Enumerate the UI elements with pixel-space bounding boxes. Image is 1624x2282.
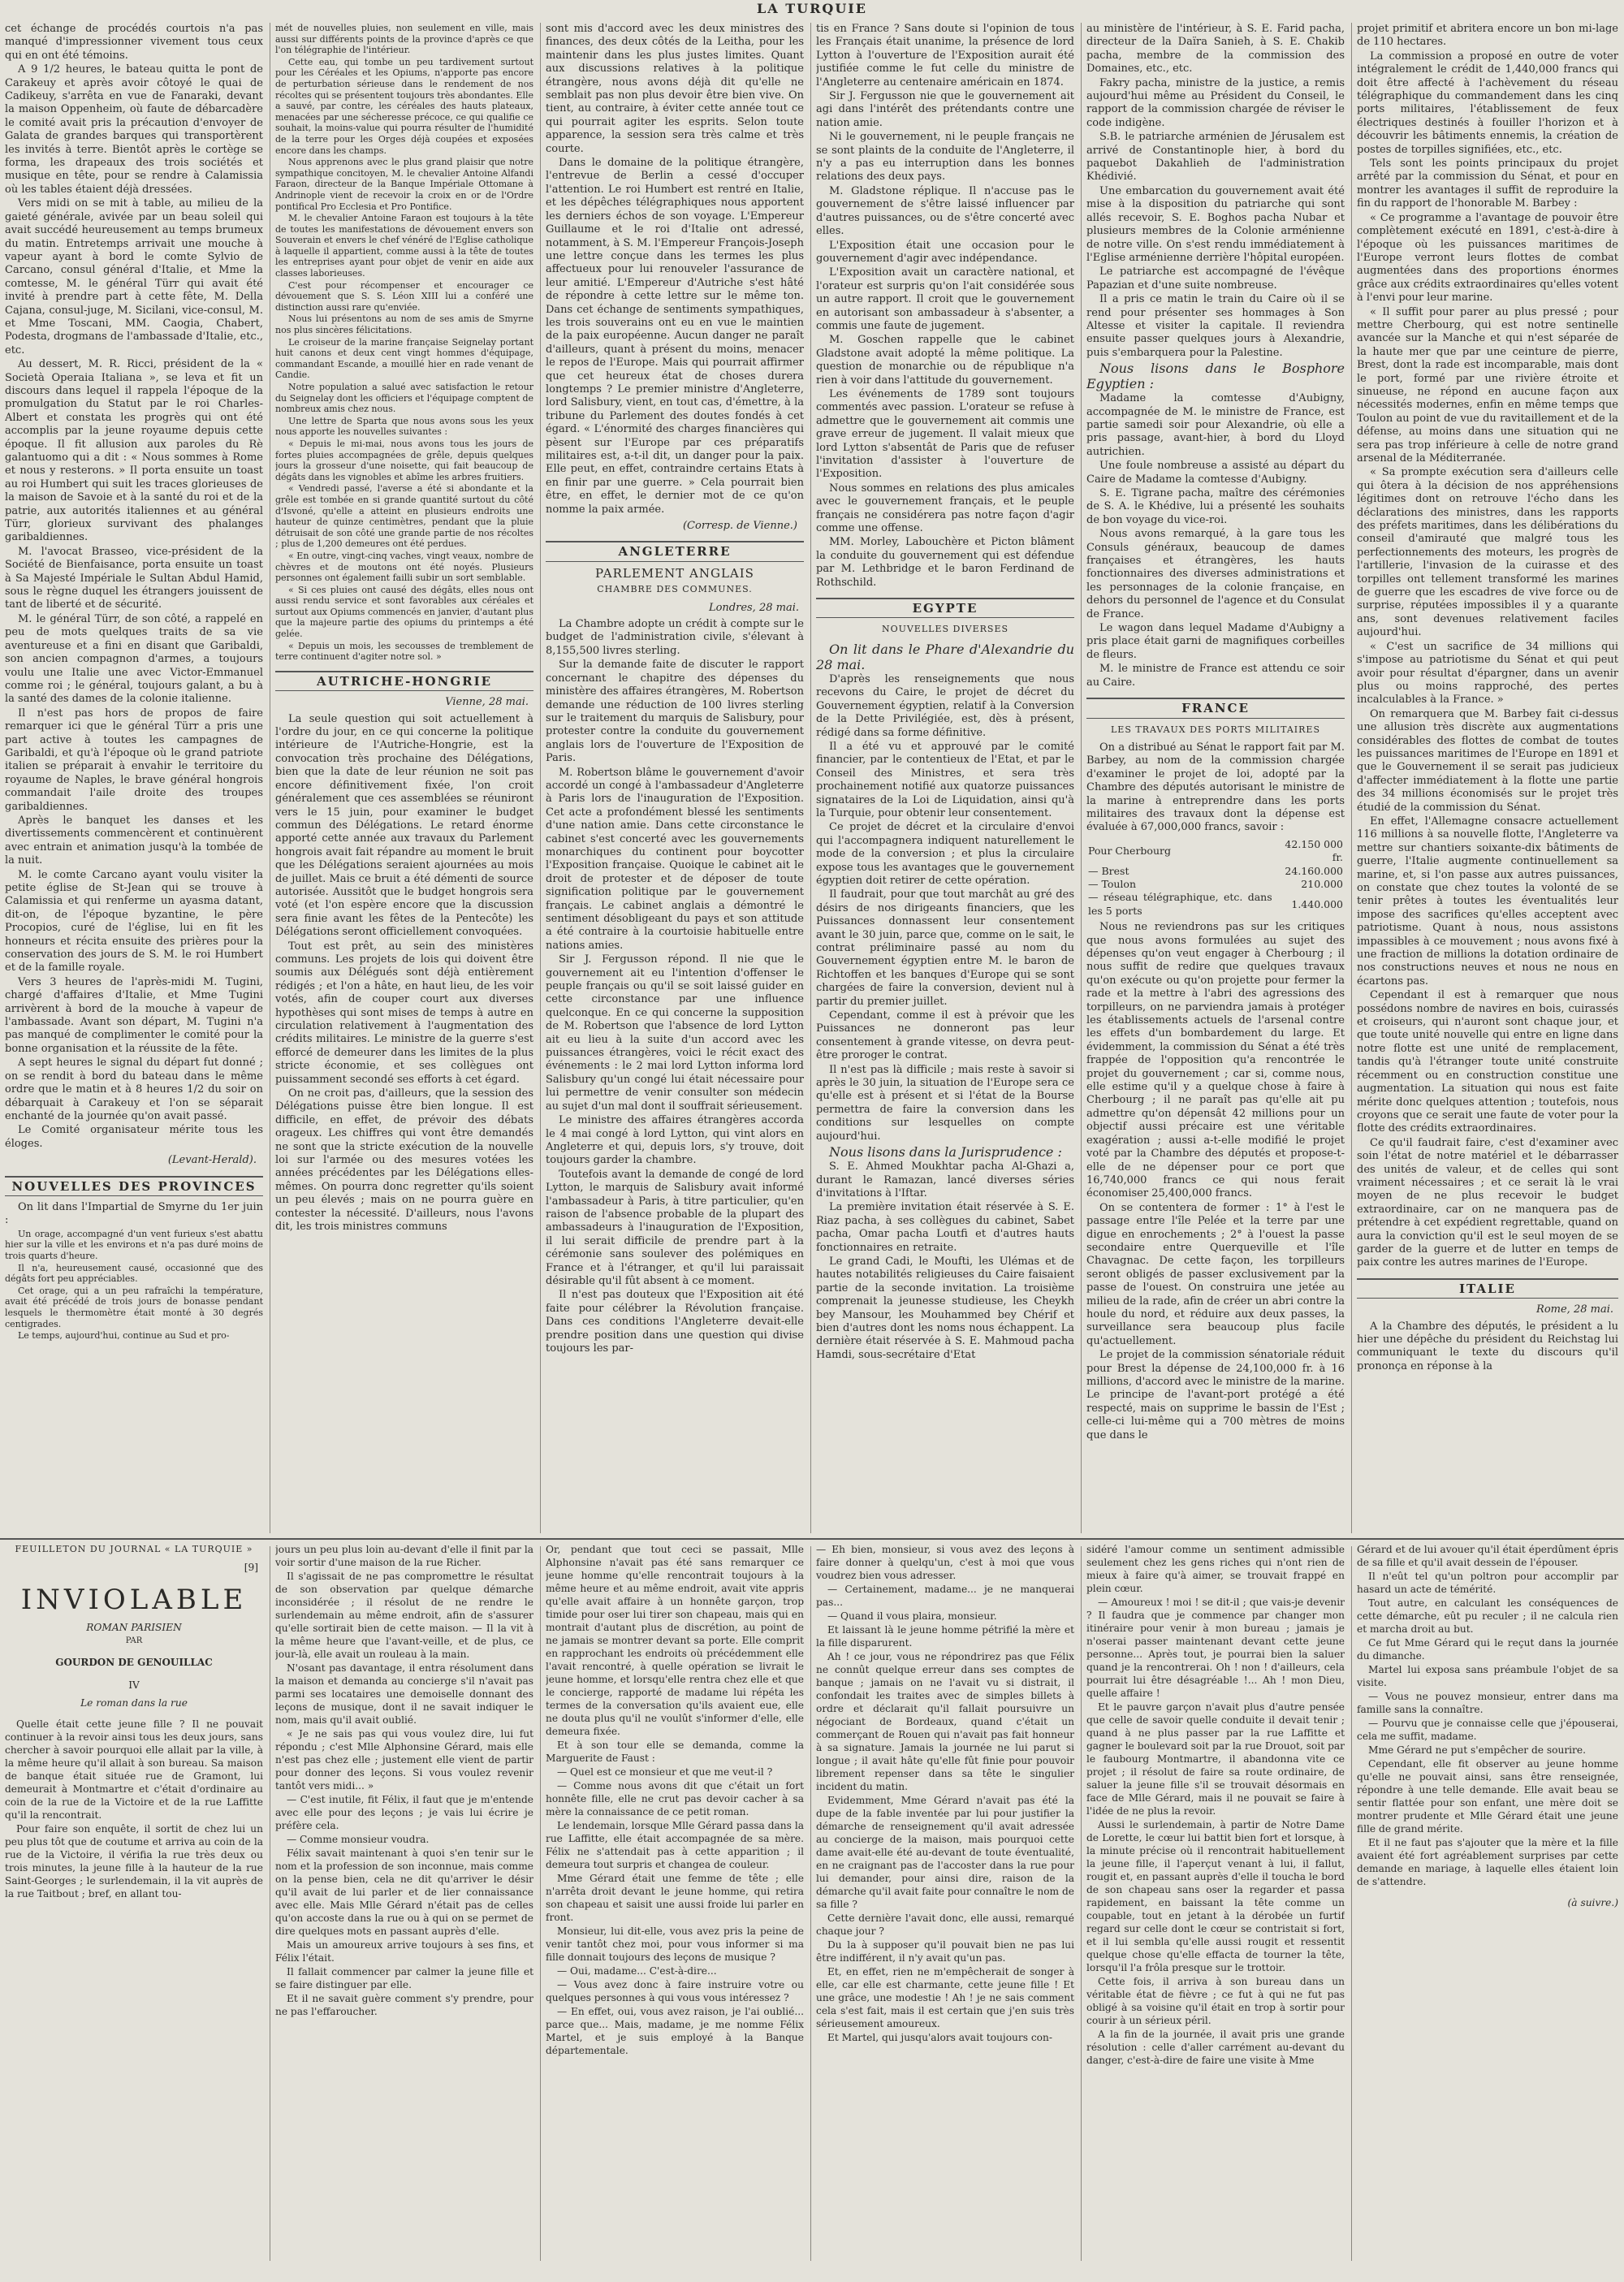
column-rule — [1351, 1546, 1352, 2261]
paragraph: « Si ces pluies ont causé des dégâts, elles nous ont aussi rendu service et sont favorables aux céréales et surtout aux Opiums commencés en janvier, d'autant plus que la majeure partie des opiums du printemps a été gelée. — [275, 584, 533, 640]
paragraph: Après le banquet les danses et les divertissements commencèrent et continuèrent avec entrain et animation jusqu'à la tombée de la nuit. — [5, 814, 263, 867]
paragraph: Félix savait maintenant à quoi s'en tenir sur le nom et la profession de son inconnue, mais comme on la pense bien, cela ne dit qu'arriver le désir qu'il avait de lui parler et de lier connaissance avec elle. Mais Mlle Gérard n'était pas de celles qu'on accoste dans la rue ou à qui on se permet de dire quelques mots en passant auprès d'elle. — [275, 1848, 533, 1937]
paragraph: Le temps, aujourd'hui, continue au Sud et pro- — [18, 1330, 230, 1342]
paragraph: Les événements de 1789 sont toujours commentés avec passion. L'orateur se refuse à admettre que le gouvernement ait commis une grave erreur de jugement. Il valait mieux que lord Lytton s'absentât de Paris que de refuser l'invitation d'assister à l'ouverture de l'Exposition. — [816, 387, 1074, 481]
paragraph: S. E. Tigrane pacha, maître des cérémonies de S. A. le Khédive, lui a présenté les souhaits de bon voyage du vice-roi. — [1086, 487, 1345, 526]
feuilleton-column-2 — [275, 1543, 533, 2266]
paragraph: Toutefois avant la demande de congé de lord Lytton, le marquis de Salisbury avait informé l'ambassadeur à Paris, à titre particulier, qu'en raison de l'absence probable de la plupart des ambassadeurs à l'inauguration de l'Exposition, il lui serait difficile de prendre part à la cérémonie sans soulever des polémiques en France et à l'étranger, et qu'il lui paraissait désirable qu'il fût absent à ce moment. — [546, 1168, 804, 1287]
paragraph: Au dessert, M. R. Ricci, président de la « Società Operaia Italiana », se leva et fit un discours dans lequel il rappela l'époque de la promulgation du Statut par le roi Charles-Albert et constata les progrès qui ont été accomplis par la jeune royaume depuis cette époque. Il fit allusion aux paroles du Rè galantuomo qui a dit : « Nous sommes à Rome et nous y resterons. » Il porta ensuite un toast au roi Humbert qui suit les traces glorieuses de la maison de Savoie et à la santé du roi et de la patrie, aux autorités italiennes et au général Türr, glorieux survivant des phalanges garibaldiennes. — [5, 358, 263, 544]
paragraph: « C'est un sacrifice de 34 millions qui s'impose au patriotisme du Sénat et qui peut avoir pour résultat d'épargner, dans un avenir plus ou moins rapproché, des pertes incalculables à la France. » — [1357, 640, 1618, 707]
feuilleton-column-5 — [1086, 1543, 1345, 2266]
paragraph: — Quel est ce monsieur et que me veut-il ? — [557, 1766, 773, 1778]
paragraph: Et à son tour elle se demanda, comme la Marguerite de Faust : — [546, 1740, 804, 1764]
paragraph: Vers midi on se mit à table, au milieu de la gaieté générale, avivée par un beau soleil qui avait succédé heureusement au temps brumeux du matin. Entretemps arrivait une mouche à vapeur ayant à bord le comte Sylvio de Carcano, consul général d'Italie, et Mme la comtesse, M. le général Türr qui avait été invité à prendre part à cette fête, M. Della Cajana, consul-juge, M. Sicilani, vice-consul, M. et Mme Toscani, MM. Caogia, Chabert, Podesta, drogmans de l'ambassade d'Italie, etc., etc. — [5, 197, 263, 357]
paragraph: Il n'est pas douteux que l'Exposition ait été faite pour célébrer la Révolution française. Dans ces conditions l'Angleterre devait-elle prendre position dans une question qui divise toujours les par- — [546, 1289, 804, 1355]
paragraph: sidéré l'amour comme un sentiment admissible seulement chez les gens riches qui n'ont rien de mieux à faire qu'à aimer, se trouvait frappé en plein cœur. — [1086, 1544, 1345, 1594]
paragraph: Il n'a, heureusement causé, occasionné que des dégâts fort peu appréciables. — [5, 1262, 263, 1285]
paragraph: Aussi le surlendemain, à partir de Notre Dame de Lorette, le cœur lui battit bien fort et lorsque, à la minute précise où il rencontrait habituellement la jeune fille, il l'aperçut venant à lui, il fallut, rougit et, en passant auprès d'elle il toucha le bord de son chapeau sans oser la regarder et passa rapidement, en baissant la tête comme un coupable, tout en jetant à la dérobée un furtif regard sur celle dont le cœur se contristait si fort, et il lui sembla qu'elle aussi rougit et ressentit quelque chose qu'elle effacta de tourner la tête, lorsqu'il l'a frôla presque sur le trottoir. — [1086, 1819, 1345, 1973]
paragraph: M. Robertson blâme le gouvernement d'avoir accordé un congé à l'ambassadeur d'Angleterre à Paris lors de l'inauguration de l'Exposition. Cet acte a profondément blessé les sentiments d'une nation amie. Dans cette circonstance le cabinet s'est concerté avec les gouvernements monarchiques du continent pour boycotter l'Exposition française. Quoique le cabinet ait le droit de protester et de déposer de toute signification politique par le gouvernement français. Le cabinet anglais a démontré le sentiment désobligeant du pays et son attitude a été contraire à la courtoisie habituelle entre nations amies. — [546, 766, 804, 952]
paragraph: Cet orage, qui a un peu rafraîchi la température, avait été précédé de trois jours de bonasse pendant lesquels le thermomètre était monté à 30 degrés centigrades. — [5, 1285, 263, 1329]
dateline: Vienne, 28 mai. — [445, 696, 529, 709]
paragraph: Tout est prêt, au sein des ministères communs. Les projets de lois qui doivent être soumis aux Délégués sont déjà entièrement rédigés ; et l'on a hâte, en haut lieu, de les voir votés, afin de couper court aux diverses hypothèses qui sont mises de temps à autre en circulation relativement à l'augmentation des crédits militaires. Le ministre de la guerre s'est efforcé de demeurer dans les limites de la plus stricte économie, et ses collègues ont puissamment secondé ses efforts à cet égard. — [275, 940, 533, 1086]
paragraph: Sir J. Fergusson nie que le gouvernement ait agi dans l'intérêt des prétendants contre une nation amie. — [816, 90, 1074, 129]
feuilleton-column-3 — [546, 1543, 804, 2266]
paragraph: On lit dans l'Impartial de Smyrne du 1er juin : — [5, 1200, 263, 1227]
section-heading: FRANCE — [1086, 698, 1345, 718]
paragraph: Nous lisons dans le Bosphore Egyptien : — [1086, 361, 1345, 392]
paragraph: — Certainement, madame... je ne manquerai pas... — [816, 1584, 1074, 1608]
paragraph: — Quand il vous plaira, monsieur. — [827, 1610, 997, 1622]
paragraph: — Pourvu que je connaisse celle que j'épouserai, cela me suffit, madame. — [1357, 1718, 1618, 1742]
paragraph: Mme Gérard était une femme de tête ; elle n'arrêta droit devant le jeune homme, qui retira son chapeau et saisit une aussi froide lui parler en front. — [546, 1873, 804, 1923]
column-rule — [810, 23, 811, 1533]
column-6 — [1357, 23, 1618, 1533]
paragraph: A la fin de la journée, il avait pris une grande résolution : celle d'aller carrément au-devant du danger, c'est-à-dire de faire une visite à Mme — [1086, 2029, 1345, 2066]
paragraph: Cette eau, qui tombe un peu tardivement surtout pour les Céréales et les Opiums, n'apporte pas encore de perturbation sérieuse dans le rendement de nos récoltes qui se présentent toujours très abondantes. Elle a sauvé, par contre, les céréales des hauts plateaux, menacées par une sécheresse précoce, ce qui qualifie ce souhait, la moins-value qui pourra résulter de l'humidité de la terre pour les Orges déjà coupées et exposées encore dans les champs. — [275, 56, 533, 156]
table-cell: — réseau télégraphique, etc. dans les 5 ports — [1088, 891, 1272, 917]
feuilleton-column-4 — [816, 1543, 1074, 2266]
paragraph: Une embarcation du gouvernement avait été mise à la disposition du patriarche qui sont allés recevoir, S. E. Boghos pacha Nubar et plusieurs membres de la Colonie arménienne de notre ville. On s'est rendu immédiatement à l'Eglise arménienne derrière l'hôpital européen. — [1086, 184, 1345, 264]
paragraph: A 9 1/2 heures, le bateau quitta le pont de Carakeuy et après avoir côtoyé le quai de Cadikeuy, s'arrêta en vue de Fanaraki, devant la maison Oppenheim, où faute de débarcadère le comité avait pris la précaution d'envoyer de Galata de grandes barques qui transportèrent les invités à terre. Bientôt après le cortège se forma, les drapeaux des trois sociétés et musique en tête, pour se rendre à Calamissia où les tables étaient déjà dressées. — [5, 63, 263, 196]
paragraph: On lit dans le Phare d'Alexandrie du 28 mai. — [816, 641, 1074, 672]
paragraph: Or, pendant que tout ceci se passait, Mlle Alphonsine n'avait pas été sans remarquer ce jeune homme qu'elle rencontrait toujours à la même heure et au même endroit, avait vite appris qu'elle avait affaire à un honnête garçon, trop timide pour oser lui tirer son chapeau, mais qui en montrait d'autant plus de discrétion, au point de ne jamais se montrer devant sa porte. Elle comprit en rapprochant les endroits où précédemment elle l'avait rencontré, à quelle opération se livrait le jeune homme, et lorsqu'elle rentra chez elle et que le concierge, rapporté de madame lui répéta les termes de la conversation qu'ils avaient eue, elle ne douta plus qu'il ne voulût s'informer d'elle, elle demeura fixée. — [546, 1544, 804, 1737]
paragraph: « Depuis un mois, les secousses de tremblement de terre continuent d'agiter notre sol. » — [275, 640, 533, 663]
paragraph: Quelle était cette jeune fille ? Il ne pouvait continuer à la revoir ainsi tous les deux jours, sans chercher à savoir pourquoi elle allait par la ville, à la même heure qu'il allait à son bureau. Sa maison de banque était située rue de Gramont, lui demeurait à Montmartre et c'était d'ordinaire au coin de la rue de la Victoire et de la rue Laffitte qu'il la rencontrait. — [5, 1718, 263, 1821]
section-heading: EGYPTE — [816, 598, 1074, 618]
paragraph: Le Comité organisateur mérite tous les éloges. — [5, 1124, 263, 1150]
subheading: LES TRAVAUX DES PORTS MILITAIRES — [1110, 724, 1320, 735]
paragraph: Nous sommes en relations des plus amicales avec le gouvernement français, et le peuple français ne considérera pas notre façon d'agir comme une offense. — [816, 482, 1074, 535]
paragraph: — Amoureux ! moi ! se dit-il ; que vais-je devenir ? Il faudra que je commence par changer mon itinéraire pour venir à mon bureau ; jamais je n'oserai passer maintenant devant cette jeune personne... Après tout, je pourrai bien la saluer quand je la rencontrerai. Oh ! non ! d'ailleurs, cela pourrait lui être désagréable !... Ah ! mon Dieu, quelle affaire ! — [1086, 1597, 1345, 1699]
paragraph: Gérard et de lui avouer qu'il était éperdûment épris de sa fille et qu'il avait dessein de l'épouser. — [1357, 1544, 1618, 1568]
feuilleton-column-6 — [1357, 1543, 1618, 2266]
paragraph: Ce fut Mme Gérard qui le reçut dans la journée du dimanche. — [1357, 1637, 1618, 1662]
paragraph: — Vous avez donc à faire instruire votre ou quelques personnes à qui vous vous intéressez ? — [546, 1979, 804, 2003]
column-1 — [5, 23, 263, 1533]
feuilleton-header: FEUILLETON DU JOURNAL « LA TURQUIE » — [15, 1544, 253, 1554]
paragraph: Et il ne savait guère comment s'y prendre, pour ne pas l'effaroucher. — [275, 1993, 533, 2017]
chapter-number: IV — [128, 1679, 140, 1691]
paragraph: S. E. Ahmed Moukhtar pacha Al-Ghazi a, durant le Ramazan, lancé diverses séries d'invitations à l'Iftar. — [816, 1160, 1074, 1199]
paragraph: L'Exposition avait un caractère national, et l'orateur est surpris qu'on l'ait considérée sous un autre rapport. Il croit que le gouvernement en autorisant son ambassadeur à s'absenter, a commis une faute de jugement. — [816, 266, 1074, 332]
column-rule — [1081, 1546, 1082, 2261]
paragraph: Et le pauvre garçon n'avait plus d'autre pensée que celle de savoir quelle conduite il devait tenir ; quand à ne plus passer par la rue Laffitte et gagner le boulevard soit par la rue Drouot, soit par le faubourg Montmartre, il abandonna vite ce projet ; il résolut de faire sa route ordinaire, de saluer la jeune fille s'il se trouvait désormais en face de Mlle Gérard, mais il ne pouvait se faire à l'idée de ne plus la revoir. — [1086, 1701, 1345, 1817]
chapter-title: Le roman dans la rue — [80, 1697, 188, 1709]
paragraph: Et il ne faut pas s'ajouter que la mère et la fille avaient été fort agréablement surprises par cette demande en mariage, à laquelle elles étaient loin de s'attendre. — [1357, 1837, 1618, 1887]
column-rule — [540, 23, 541, 1533]
paragraph: La première invitation était réservée à S. E. Riaz pacha, à ses collègues du cabinet, Sabet pacha, Omar pacha Loutfi et d'autres hauts fonctionnaires en retraite. — [816, 1201, 1074, 1254]
paragraph: Tout autre, en calculant les conséquences de cette démarche, eût pu reculer ; il ne calcula rien et marcha droit au but. — [1357, 1597, 1618, 1635]
section-heading: NOUVELLES DES PROVINCES — [5, 1176, 263, 1196]
paragraph: Le wagon dans lequel Madame d'Aubigny a pris place était garni de magnifiques corbeilles de fleurs. — [1086, 622, 1345, 661]
paragraph: Cependant, comme il est à prévoir que les Puissances ne donneront pas leur consentement à grande vitesse, on devra peut-être proroger le contrat. — [816, 1009, 1074, 1062]
budget-table — [1086, 838, 1345, 918]
column-2 — [275, 23, 533, 1533]
paragraph: Cette fois, il arriva à son bureau dans un véritable état de fièvre ; ce fut à qui ne fut pas obligé à sa voisine qu'il était en trop à sortir pour courir à un sérieux péril. — [1086, 1976, 1345, 2026]
column-rule — [1081, 23, 1082, 1533]
paragraph: Le ministre des affaires étrangères accorda le 4 mai congé à lord Lytton, qui vint alors en Angleterre et qui, depuis lors, s'y trouve, doit toujours garder la chambre. — [546, 1114, 804, 1167]
byline-par: PAR — [125, 1636, 143, 1645]
paragraph: Notre population a salué avec satisfaction le retour du Seignelay dont les officiers et l'équipage comptent de nombreux amis chez nous. — [275, 382, 533, 415]
paragraph: La Chambre adopte un crédit à compte sur le budget de l'administration civile, s'élevant à 8,155,500 livres sterling. — [546, 618, 804, 657]
paragraph: Nous ne reviendrons pas sur les critiques que nous avons formulées au sujet des dépenses qu'on veut engager à Cherbourg ; il nous suffit de redire que quelques travaux qu'on exécute ou qu'on projette pour fermer la rade et la mettre à l'abri des agressions des torpilleurs, on ne parviendra jamais à protéger les établissements actuels de l'arsenal contre les effets d'un bombardement du large. Et évidemment, la commission du Sénat a été très frappée de l'opposition qu'a rencontrée le projet du gouvernement ; car si, comme nous, elle estime qu'il y a quelque chose à faire à Cherbourg ; il ne paraît pas qu'elle ait pu admettre qu'on dépensât 42 millions pour un objectif aussi précaire est une véritable exagération ; aussi a-t-elle modifié le projet voté par la Chambre des députés et propose-t-elle de ne dépenser pour ce port que 16,740,000 francs ce qui nous ferait économiser 25,400,000 francs. — [1086, 921, 1345, 1200]
novel-title: INVIOLABLE — [20, 1584, 248, 1616]
paragraph: M. le chevalier Antoine Faraon est toujours à la tête de toutes les manifestations de dévouement envers son Souverain et envers le chef vénéré de l'Eglise catholique à laquelle il appartient, comme aussi à la tête de toutes les entreprises ayant pour objet de venir en aide aux classes laborieuses. — [275, 213, 533, 279]
paragraph: sont mis d'accord avec les deux ministres des finances, des deux côtés de la Leitha, pour les maintenir dans les plus justes limites. Quant aux discussions relatives à la politique étrangère, nous avons déjà dit qu'elle ne semblait pas non plus devoir être bien vive. On tient, au contraire, à éviter cette année tout ce qui pourrait agiter les esprits. Selon toute apparence, la session sera très calme et très courte. — [546, 23, 804, 155]
paragraph: Tels sont les points principaux du projet arrêté par la commission du Sénat, et pour en montrer les avantages il suffit de reproduire la fin du rapport de l'honorable M. Barbey : — [1357, 158, 1618, 210]
paragraph: S.B. le patriarche arménien de Jérusalem est arrivé de Constantinople hier, à bord du paquebot Dakahlieh de l'administration Khédivié. — [1086, 131, 1345, 184]
table-row — [1086, 865, 1345, 878]
paragraph: Il n'est pas là difficile ; mais reste à savoir si après le 30 juin, la situation de l'Europe sera ce qu'elle est à présent et si l'état de la Bourse permettra de faire la conversion dans les conditions sur lesquelles on compte aujourd'hui. — [816, 1063, 1074, 1143]
paragraph: — Vous ne pouvez monsieur, entrer dans ma famille sans la connaître. — [1357, 1691, 1618, 1715]
table-row — [1086, 878, 1345, 891]
novel-genre: ROMAN PARISIEN — [86, 1622, 182, 1633]
paragraph: — Comme monsieur voudra. — [287, 1834, 430, 1845]
paragraph: Nous avons remarqué, à la gare tous les Consuls généraux, beaucoup de dames françaises et étrangères, les hauts fonctionnaires des diverses administrations et les personnages de la colonie française, en dehors du personnel de l'agence et du Consulat de France. — [1086, 528, 1345, 620]
masthead: LA TURQUIE — [757, 1, 867, 16]
paragraph: Le croiseur de la marine française Seignelay portant huit canons et deux cent vingt hommes d'équipage, commandant Escande, a mouillé hier en rade venant de Candie. — [275, 336, 533, 381]
paragraph: D'après les renseignements que nous recevons du Caire, le projet de décret du Gouvernement égyptien, relatif à la Conversion de la Dette Privilégiée, est, dès à présent, rédigé dans sa forme définitive. — [816, 672, 1074, 739]
section-heading: AUTRICHE-HONGRIE — [275, 671, 533, 691]
paragraph: « Je ne sais pas qui vous voulez dire, lui fut répondu ; c'est Mlle Alphonsine Gérard, mais elle n'est pas chez elle ; justement elle vient de partir pour donner des leçons. Si vous voulez revenir tantôt vers midi... » — [275, 1728, 533, 1791]
paragraph: M. l'avocat Brasseo, vice-président de la Société de Bienfaisance, porta ensuite un toast à Sa Majesté Impériale le Sultan Abdul Hamid, sous le règne duquel les étrangers jouissent de tant de liberté et de sécurité. — [5, 545, 263, 612]
paragraph: tis en France ? Sans doute si l'opinion de tous les Français était unanime, la présence de lord Lytton à l'ouverture de l'Exposition aurait été justifiée comme le fut celle du ministre de l'Angleterre au centenaire américain en 1874. — [816, 23, 1074, 89]
paragraph: « En outre, vingt-cinq vaches, vingt veaux, nombre de chèvres et de moutons ont été noyés. Plusieurs personnes ont également failli subir un sort semblable. — [275, 550, 533, 584]
paragraph: Nous lisons dans la Jurisprudence : — [829, 1144, 1062, 1160]
paragraph: Il n'est pas hors de propos de faire remarquer ici que le général Türr a pris une part active à toutes les campagnes de Garibaldi, et qu'à l'époque où le grand patriote italien se préparait à envahir le territoire du royaume de Naples, le brave général hongrois commandait l'aile droite des troupes garibaldiennes. — [5, 707, 263, 813]
paragraph: Mais un amoureux arrive toujours à ses fins, et Félix l'était. — [275, 1939, 533, 1964]
paragraph: Ce qu'il faudrait faire, c'est d'examiner avec soin l'état de notre matériel et le débarrasser des unités de valeur, et de celles qui sont vraiment nécessaires ; et ce serait là le vrai moyen de ne plus recevoir le budget extraordinaire, car on ne manquera pas de prétendre à cet expédient regrettable, quand on aura la conviction qu'il est le seul moyen de se garder de la guerre et de lutter en temps de paix contre les autres marines de l'Europe. — [1357, 1136, 1618, 1269]
paragraph: La seule question qui soit actuellement à l'ordre du jour, en ce qui concerne la politique intérieure de l'Autriche-Hongrie, est la convocation très prochaine des Délégations, bien que la date de leur réunion ne soit pas encore définitivement fixée, l'on croit généralement que ces assemblées se réuniront vers le 15 juin, pour examiner le budget commun des Délégations. Le retard énorme apporté cette année aux travaux du Parlement hongrois avait fait répandre au moment le bruit que les Délégations seraient ajournées au mois de juillet. Mais ce bruit a été démenti de source autorisée. Aussitôt que le budget hongrois sera voté (et l'on espère encore que la discussion sera finie avant les fêtes de la Pentecôte) les Délégations seront officiellement convoquées. — [275, 712, 533, 939]
paragraph: Ni le gouvernement, ni le peuple français ne se sont plaints de la conduite de l'Angleterre, il n'y a pas eu interruption dans les bonnes relations des deux pays. — [816, 131, 1074, 184]
paragraph: La commission a proposé en outre de voter intégralement le crédit de 1,440,000 francs qui doit être affecté à l'achèvement du réseau télégraphique du commandement dans les cinq ports militaires, l'établissement de feux électriques destinés à fouiller l'horizon et à découvrir les bâtiments ennemis, la création de postes de torpilles signifiées, etc., etc. — [1357, 50, 1618, 156]
dateline: Rome, 28 mai. — [1536, 1303, 1613, 1316]
paragraph: — Oui, madame... C'est-à-dire... — [557, 1965, 717, 1977]
paragraph: Et, en effet, rien ne m'empêcherait de songer à elle, car elle est charmante, cette jeune fille ! Et une grâce, une modestie ! Ah ! je ne sais comment cela s'est fait, mais il est certain que j'en suis très sérieusement amoureux. — [816, 1966, 1074, 2029]
table-cell: — Brest — [1088, 864, 1129, 877]
paragraph: Vers 3 heures de l'après-midi M. Tugini, chargé d'affaires d'Italie, et Mme Tugini arrivèrent à bord de la mouche à vapeur de l'ambassade. Avant son départ, M. Tugini n'a pas manqué de complimenter le comité pour la bonne organisation et la réussite de la fête. — [5, 975, 263, 1055]
paragraph: Sir J. Fergusson répond. Il nie que le gouvernement ait eu l'intention d'offenser le peuple français ou qu'il se soit laissé guider en cette circonstance par une influence quelconque. En ce qui concerne la supposition de M. Robertson que l'absence de lord Lytton ait eu lieu à la suite d'un accord avec les puissances étrangères, voici le récit exact des événements : le 2 mai lord Lytton informa lord Salisbury qu'un congé lui était nécessaire pour lui permettre de venir consulter son médecin au sujet d'un mal dont il souffrait sérieusement. — [546, 953, 804, 1113]
paragraph: Evidemment, Mme Gérard n'avait pas été la dupe de la fable inventée par lui pour justifier la démarche de renseignement qu'il avait adressée au concierge de la maison, mais pourquoi cette dame avait-elle été au-devant de toute éventualité, en ne craignant pas de l'accoster dans la rue pour lui demander, pour ainsi dire, raison de la démarche qu'il avait faite pour connaître le nom de sa fille ? — [816, 1795, 1074, 1910]
paragraph: M. le comte Carcano ayant voulu visiter la petite église de St-Jean qui se trouve à Calamissia et qui renferme un ayasma datant, dit-on, de l'époque byzantine, le père Procopios, curé de l'église, lui en fit les honneurs et récita ensuite des prières pour la conservation des jours de S. M. le roi Humbert et de la famille royale. — [5, 868, 263, 975]
paragraph: On a distribué au Sénat le rapport fait par M. Barbey, au nom de la commission chargée d'examiner le projet de loi, adopté par la Chambre des députés autorisant le ministre de la marine à entreprendre dans les ports militaires des travaux dont la dépense est évaluée à 67,000,000 francs, savoir : — [1086, 741, 1345, 834]
paragraph: N'osant pas davantage, il entra résolument dans la maison et demanda au concierge s'il n'avait pas parmi ses locataires une demoiselle donnant des leçons de musique, dont il ne savait indiquer le nom, mais qu'il avait oublié. — [275, 1662, 533, 1726]
feuilleton-column-1 — [5, 1543, 263, 2266]
paragraph: — C'est inutile, fit Félix, il faut que je m'entende avec elle pour des leçons ; je vais lui écrire je préfère cela. — [275, 1794, 533, 1831]
paragraph: L'Exposition était une occasion pour le gouvernement d'agir avec indépendance. — [816, 239, 1074, 265]
paragraph: C'est pour récompenser et encourager ce dévouement que S. S. Léon XIII lui a conféré une distinction aussi rare qu'enviée. — [275, 279, 533, 313]
table-cell: 210.000 — [1301, 877, 1343, 890]
feuilleton-rule — [0, 1538, 1624, 1540]
column-3 — [546, 23, 804, 1533]
paragraph: Sur la demande faite de discuter le rapport concernant le chapitre des dépenses du ministère des affaires étrangères, M. Robertson demande une réduction de 100 livres sterling sur le traitement du marquis de Salisbury, pour protester contre la conduite du gouvernement anglais lors de l'ouverture de l'Exposition de Paris. — [546, 659, 804, 765]
paragraph: Il a pris ce matin le train du Caire où il se rend pour présenter ses hommages à Son Altesse et visiter la capitale. Il reviendra ensuite passer quelques jours à Alexandrie, puis s'embarquera pour la Palestine. — [1086, 293, 1345, 359]
subheading: NOUVELLES DIVERSES — [881, 624, 1009, 635]
paragraph: mét de nouvelles pluies, non seulement en ville, mais aussi sur différents points de la province d'après ce que l'on télégraphie de l'intérieur. — [275, 23, 533, 56]
paragraph: Il fallait commencer par calmer la jeune fille et se faire distinguer par elle. — [275, 1966, 533, 1990]
paragraph: En effet, l'Allemagne consacre actuellement 116 millions à sa nouvelle flotte, l'Angleterre va mettre sur chantiers soixante-dix bâtiments de guerre, l'Italie augmente continuellement sa marine, et, si l'on passe aux autres puissances, on constate que chez toutes la volonté de se tenir prêtes à toutes les éventualités leur impose des sacrifices qu'elles acceptent avec patriotisme. Quant à nous, nous assistons impassibles à ce mouvement ; nous avons fixé à une fraction de millions la dotation ordinaire de nos constructions neuves et nous ne nous en écartons pas. — [1357, 815, 1618, 988]
column-5 — [1086, 23, 1345, 1533]
paragraph: Nous apprenons avec le plus grand plaisir que notre sympathique concitoyen, M. le chevalier Antoine Alfandi Faraon, directeur de la Banque Impériale Ottomane à Andrinople vient de recevoir la croix en or de l'Ordre pontifical Pro Ecclesia et Pro Pontifice. — [275, 157, 533, 212]
subsection-heading: PARLEMENT ANGLAIS — [595, 565, 754, 581]
paragraph: — En effet, oui, vous avez raison, je l'ai oublié... parce que... Mais, madame, je me nomme Félix Martel, et je suis employé à la Banque départementale. — [546, 2006, 804, 2056]
paragraph: Cependant il est à remarquer que nous possédons nombre de navires en bois, cuirassés et croiseurs, qui n'auront sont chaque jour, et que toute unité nouvelle qui entre en ligne dans notre flotte est une unité de remplacement, tandis qu'à l'étranger toute unité construite récemment ou en construction constitue une augmentation. La situation qui nous est faite mérite donc quelques attention ; toutefois, nous croyons que ce serait une faute de voter pour la flotte des crédits extraordinaires. — [1357, 989, 1618, 1135]
paragraph: Madame la comtesse d'Aubigny, accompagnée de M. le ministre de France, est partie samedi soir pour Alexandrie, où elle a pris passage, avant-hier, à bord du Lloyd autrichien. — [1086, 392, 1345, 458]
paragraph: A la Chambre des députés, le président a lu hier une dépêche du président du Reichstag lui communiquant le texte du discours qu'il prononça en réponse à la — [1357, 1320, 1618, 1372]
paragraph: Dans le domaine de la politique étrangère, l'entrevue de Berlin a cessé d'occuper l'attention. Le roi Humbert est rentré en Italie, et les dépêches télégraphiques nous apportent les derniers échos de son voyage. L'Empereur Guillaume et le roi d'Italie ont adressé, notamment, à S. M. l'Empereur François-Joseph une lettre conçue dans les termes les plus affectueux pour lui renouveler l'assurance de leur amitié. L'Empereur d'Autriche s'est hâté de répondre à cette lettre sur le même ton. Dans cet échange de sentiments sympathiques, les trois souverains ont eu en vue le maintien de la paix européenne. Aucun danger ne paraît d'ailleurs, quant à présent du moins, menacer le repos de l'Europe. Mais qui pourrait affirmer que cet heureux état de choses durera longtemps ? Le premier ministre d'Angleterre, lord Salisbury, vient, en tout cas, d'émettre, à la tribune du Parlement des doutes fondés à cet égard. « L'énormité des charges financières qui pèsent sur l'Europe par ces préparatifs militaires est, a-t-il dit, un danger pour la paix. Elle peut, en effet, contraindre certains Etats à en finir par une guerre. » Cela pourrait bien être, en effet, le dernier mot de ce qu'on nomme la paix armée. — [546, 157, 804, 516]
paragraph: Pour faire son enquête, il sortit de chez lui un peu plus tôt que de coutume et arriva au coin de la rue de la Victoire, il vérifia la rue très deux ou trois minutes, la jeune fille à la hauteur de la rue Saint-Georges ; le surlendemain, il la vit auprès de la rue Taitbout ; bref, en allant tou- — [5, 1823, 263, 1900]
paragraph: — Eh bien, monsieur, si vous avez des leçons à faire donner à quelqu'un, c'est à moi que vous voudrez bien vous adresser. — [816, 1544, 1074, 1581]
paragraph: jours un peu plus loin au-devant d'elle il finit par la voir sortir d'une maison de la rue Richer. — [275, 1544, 533, 1568]
column-rule — [810, 1546, 811, 2261]
paragraph: On remarquera que M. Barbey fait ci-dessus une allusion très discrète aux augmentations considérables des flottes de combat de toutes les puissances maritimes de l'Europe en 1891 et que le Gouvernement il se serait pas judicieux d'affecter immédiatement à la flotte une partie des 34 millions économisés sur le projet très étudié de la commission du Sénat. — [1357, 707, 1618, 814]
paragraph: Nous lui présentons au nom de ses amis de Smyrne nos plus sincères félicitations. — [275, 313, 533, 336]
source-signature: (Levant-Herald). — [167, 1154, 257, 1167]
section-heading: ITALIE — [1357, 1278, 1618, 1299]
paragraph: Il n'eût tel qu'un poltron pour accomplir par hasard un acte de témérité. — [1357, 1571, 1618, 1595]
novel-author: GOURDON DE GENOUILLAC — [55, 1657, 213, 1668]
paragraph: Et laissant là le jeune homme pétrifié la mère et la fille disparurent. — [816, 1624, 1074, 1649]
paragraph: Un orage, accompagné d'un vent furieux s'est abattu hier sur la ville et les environs et n'a pas duré moins de trois quarts d'heure. — [5, 1228, 263, 1261]
paragraph: Une lettre de Sparta que nous avons sous les yeux nous apporte les nouvelles suivantes : — [275, 415, 533, 438]
paragraph: projet primitif et abritera encore un bon mi-lage de 110 hectares. — [1357, 23, 1618, 49]
paragraph: Ah ! ce jour, vous ne répondrirez pas que Félix ne connût quelque erreur dans ses comptes de banque ; jamais on ne l'avait vu si distrait, il confondait les traites avec de simples billets à ordre et déclarait qu'il fallait poursuivre un négociant de Bordeaux, quand c'était un commerçant de Rouen qui n'avait pas fait honneur à sa signature. Jamais la journée ne lui parut si longue ; il avait hâte qu'elle fût finie pour pouvoir librement repenser dans sa tête le singulier incident du matin. — [816, 1651, 1074, 1792]
table-cell: 42.150 000 fr. — [1285, 837, 1343, 864]
paragraph: Il faudrait, pour que tout marchât au gré des désirs de nos dirigeants financiers, que les Puissances donnassent leur consentement avant le 30 juin, parce que, comme on le sait, le contrat préliminaire passé au nom du Gouvernement égyptien entre M. le baron de Richtoffen et les banques d'Europe qui se sont chargées de faire la conversion, devient nul à partir du premier juillet. — [816, 888, 1074, 1008]
paragraph: Il a été vu et approuvé par le comité financier, par le contentieux de l'Etat, et par le Conseil des Ministres, et sera très prochainement notifié aux quatorze puissances signataires de la Loi de Liquidation, ainsi qu'à la Turquie, pour obtenir leur consentement. — [816, 740, 1074, 819]
paragraph: Et Martel, qui jusqu'alors avait toujours con- — [827, 2032, 1052, 2043]
paragraph: « Il suffit pour parer au plus pressé ; pour mettre Cherbourg, qui est notre sentinelle avancée sur la Manche et qui n'est séparée de la haute mer que par une ceinture de pierre, Brest, dont la rade est incomparable, mais dont le port, formé par une rivière étroite et sinueuse, ne répond en aucune façon aux nécessités modernes, enfin en même temps que Toulon au point de vue du ravitaillement et de la défense, au moins dans une situation qui ne sera pas trop inférieure à celle de notre grand arsenal de la Méditerranée. — [1357, 305, 1618, 465]
paragraph: On ne croit pas, d'ailleurs, que la session des Délégations puisse être bien longue. Il est difficile, en effet, de prévoir des débats orageux. Les chiffres qui vont être demandés ne sont que la stricte exécution de la nouvelle loi sur l'armée ou des mesures votées les années précédentes par les Délégations elles-mêmes. On pourra donc regretter qu'ils soient un peu élevés ; mais on ne pourra guère en contester la nécessité. D'ailleurs, nous l'avons dit, les trois ministres communs — [275, 1087, 533, 1234]
section-heading: ANGLETERRE — [546, 541, 804, 561]
paragraph: MM. Morley, Labouchère et Picton blâment la conduite du gouvernement qui est défendue par M. Lethbridge et le baron Ferdinand de Rothschild. — [816, 536, 1074, 589]
column-rule — [1351, 23, 1352, 1533]
source-signature: (Corresp. de Vienne.) — [682, 520, 797, 533]
subheading: CHAMBRE DES COMMUNES. — [597, 584, 753, 595]
paragraph: Le projet de la commission sénatoriale réduit pour Brest la dépense de 24,100,000 fr. à 16 millions, d'accord avec le ministre de la marine. Le principe de l'avant-port protégé a été respecté, mais on supprime le bassin de l'Est ; celle-ci lui-même qui a 700 mètres de moins que dans le — [1086, 1349, 1345, 1441]
table-cell: 24.160.000 — [1285, 864, 1343, 877]
paragraph: On se contentera de former : 1° à l'est le passage entre l'île Pelée et la terre par une digue en enrochements ; 2° à l'ouest la passe secondaire entre Querqueville et l'île Chavagnac. De cette façon, les torpilleurs seront obligés de passer exclusivement par la passe de l'ouest. On construira une jetée au milieu de la rade, afin de créer un abri contre la houle du nord, et réduire aux deux passes, la surveillance sera beaucoup plus facile qu'actuellement. — [1086, 1201, 1345, 1347]
paragraph: M. le général Türr, de son côté, a rappelé en peu de mots quelques traits de sa vie aventureuse et a fini en disant que Garibaldi, son ancien compagnon d'armes, a toujours voulu une Italie une avec Victor-Emmanuel comme roi ; le général, toujours galant, a bu à la santé des dames de la colonie italienne. — [5, 612, 263, 706]
paragraph: Du la à supposer qu'il pouvait bien ne pas lui être indifférent, il n'y avait qu'un pas. — [816, 1939, 1074, 1964]
paragraph: cet échange de procédés courtois n'a pas manqué d'impressionner vivement tous ceux qui en ont été témoins. — [5, 23, 263, 62]
paragraph: Cependant, elle fit observer au jeune homme qu'elle ne pouvait ainsi, sans être renseignée, répondre à une telle demande. Elle avait beau se sentir flattée pour son enfant, une mère doit se montrer prudente et Mlle Gérard était une jeune fille de grand mérite. — [1357, 1758, 1618, 1835]
paragraph: « Ce programme a l'avantage de pouvoir être complètement exécuté en 1891, c'est-à-dire à l'époque où les puissances maritimes de l'Europe verront leurs flottes de combat augmentées dans des proportions énormes grâce aux crédits extraordinaires qu'elles votent à l'envi pour leur marine. — [1357, 211, 1618, 305]
table-row — [1086, 891, 1345, 918]
table-cell: Pour Cherbourg — [1088, 844, 1171, 857]
table-row — [1086, 838, 1345, 865]
paragraph: Martel lui exposa sans préambule l'objet de sa visite. — [1357, 1664, 1618, 1688]
paragraph: Mme Gérard ne put s'empêcher de sourire. — [1368, 1744, 1586, 1756]
episode-number: [9] — [244, 1562, 258, 1573]
column-rule — [540, 1546, 541, 2261]
paragraph: Fakry pacha, ministre de la justice, a remis aujourd'hui même au Président du Conseil, le rapport de la commission chargée de réviser le code indigène. — [1086, 76, 1345, 129]
paragraph: Ce projet de décret et la circulaire d'envoi qui l'accompagnera indiquent naturellement le mode de la conversion ; et plus la circulaire expose tous les avantages que le gouvernement égyptien doit retirer de cette opération. — [816, 821, 1074, 887]
paragraph: « Vendredi passé, l'averse a été si abondante et la grêle est tombée en si grande quantité surtout du côté d'Isvoné, qu'elle a atteint en plusieurs endroits une hauteur de quinze centimètres, pendant que la pluie détruisait de son côté une grande partie de nos récoltes ; plus de 1,200 demeures ont été perdues. — [275, 483, 533, 550]
paragraph: Il s'agissait de ne pas compromettre le résultat de son observation par quelque démarche inconsidérée ; il résolut de ne rendre le surlendemain au même endroit, afin de s'assurer qu'elle sortirait bien de cette maison. — Il la vit à la même heure que l'avant-veille, et de plus, ce jour-là, elle avait un rouleau à la main. — [275, 1571, 533, 1660]
table-cell: 1.440.000 — [1291, 897, 1343, 910]
paragraph: Le lendemain, lorsque Mlle Gérard passa dans la rue Laffitte, elle était accompagnée de sa mère. Félix ne s'attendait pas à cette apparition ; il demeura tout surpris et changea de couleur. — [546, 1820, 804, 1870]
column-4 — [816, 23, 1074, 1533]
paragraph: Le patriarche est accompagné de l'évêque Papazian et d'une suite nombreuse. — [1086, 266, 1345, 292]
table-cell: — Toulon — [1088, 877, 1136, 890]
paragraph: au ministère de l'intérieur, à S. E. Farid pacha, directeur de la Daïra Sanieh, à S. E. Chakib pacha, membre de la commission des Domaines, etc., etc. — [1086, 23, 1345, 76]
paragraph: — Comme nous avons dit que c'était un fort honnête fille, elle ne crut pas devoir cacher à sa mère la connaissance de ce petit roman. — [546, 1780, 804, 1817]
paragraph: Cette dernière l'avait donc, elle aussi, remarqué chaque jour ? — [816, 1912, 1074, 1937]
paragraph: Le grand Cadi, le Moufti, les Ulémas et de hautes notabilités religieuses du Caire faisaient partie de la seconde invitation. La troisième comprenait la jeunesse studieuse, les Cheykh bey Mansour, les Mouhammed bey Chérif et bien d'autres dont les noms nous échappent. La dernière était réservée à S. E. Mahmoud pacha Hamdi, sous-secrétaire d'Etat — [816, 1255, 1074, 1361]
paragraph: « Sa prompte exécution sera d'ailleurs celle qui ôtera à la décision de nos appréhensions légitimes dont on retrouve l'écho dans les déclarations des ministres, dans les rapports des préfets maritimes, dans les délibérations du conseil d'amirauté que malgré tous les perfectionnements des moteurs, les progrès de l'artillerie, l'invasion de la cuirasse et des torpilles ont tellement transformé les marines de guerre que les escadres de vive force ou de surprise, réputées impossibles il y a quarante ans, sont devenues relativement faciles aujourd'hui. — [1357, 466, 1618, 639]
paragraph: Une foule nombreuse a assisté au départ du Caire de Madame la comtesse d'Aubigny. — [1086, 460, 1345, 486]
paragraph: M. Gladstone réplique. Il n'accuse pas le gouvernement de s'être laissé influencer par d'autres puissances, ou de s'être concerté avec elles. — [816, 184, 1074, 238]
paragraph: « Depuis le mi-mai, nous avons tous les jours de fortes pluies accompagnées de grêle, depuis quelques jours la grosseur d'une noisette, qui fait beaucoup de dégâts dans les vignobles et abîme les arbres fruitiers. — [275, 438, 533, 482]
paragraph: Monsieur, lui dit-elle, vous avez pris la peine de venir tantôt chez moi, pour vous informer si ma fille donnait toujours des leçons de musique ? — [546, 1925, 804, 1963]
dateline: Londres, 28 mai. — [708, 601, 799, 614]
paragraph: M. le ministre de France est attendu ce soir au Caire. — [1086, 663, 1345, 689]
paragraph: A sept heures le signal du départ fut donné ; on se rendit à bord du bateau dans le même ordre que le matin et à 8 heures 1/2 du soir on débarquait à Carakeuy et l'on se séparait enchanté de la journée qu'on avait passé. — [5, 1057, 263, 1122]
paragraph: M. Goschen rappelle que le cabinet Gladstone avait adopté la même politique. La question de monarchie ou de république n'a rien à voir dans l'attitude du gouvernement. — [816, 334, 1074, 387]
to-be-continued: (à suivre.) — [1567, 1897, 1618, 1908]
